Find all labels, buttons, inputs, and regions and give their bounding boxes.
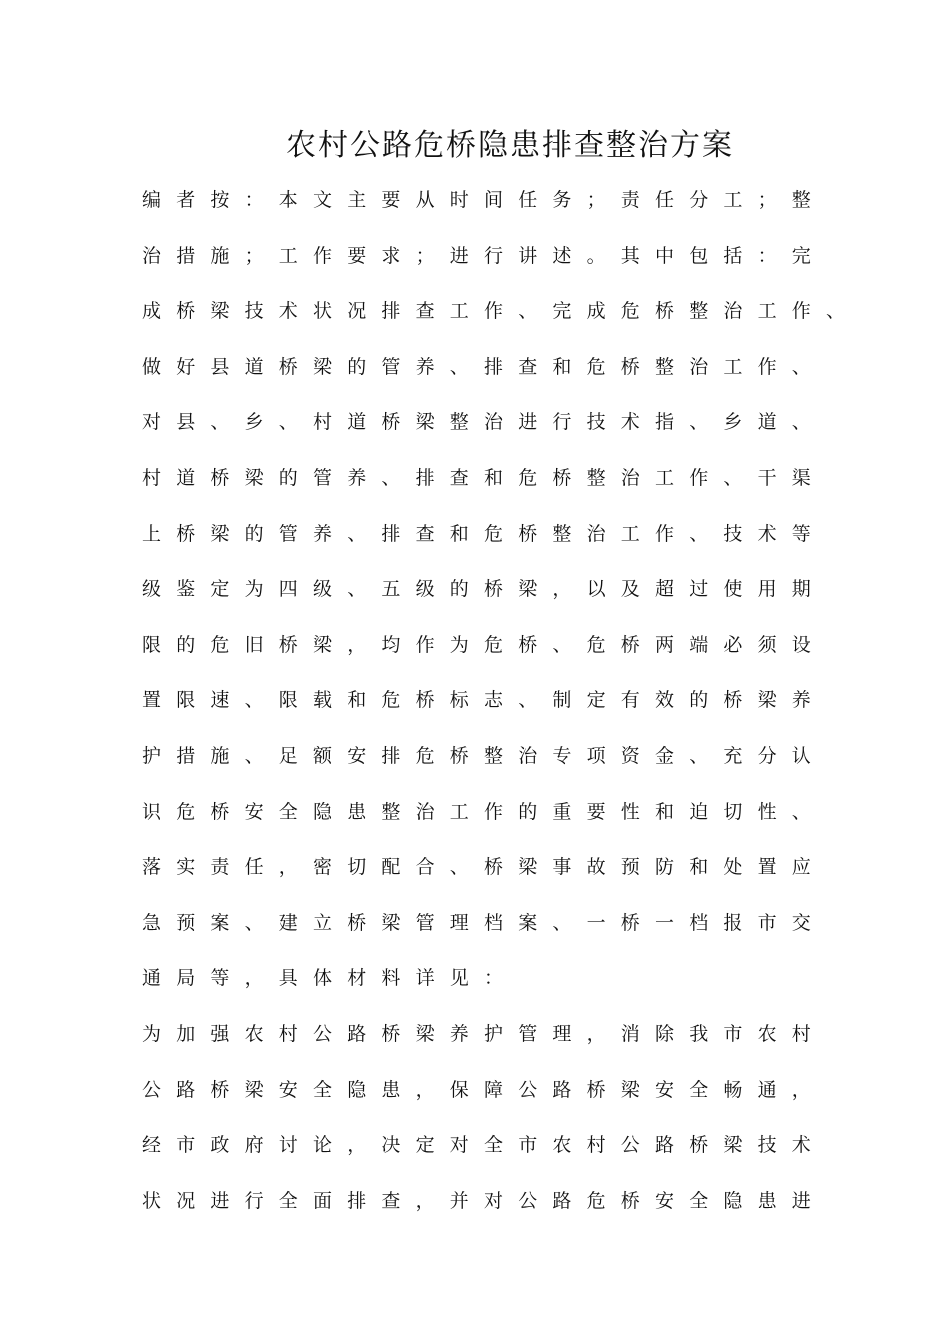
text-line: 落实责任，密切配合、桥梁事故预防和处置应 bbox=[142, 856, 827, 879]
text-line: 公路桥梁安全隐患，保障公路桥梁安全畅通， bbox=[142, 1078, 827, 1101]
text-line: 对县、乡、村道桥梁整治进行技术指、乡道、 bbox=[142, 411, 827, 434]
text-line: 做好县道桥梁的管养、排查和危桥整治工作、 bbox=[142, 355, 827, 378]
text-line: 经市政府讨论，决定对全市农村公路桥梁技术 bbox=[142, 1134, 827, 1157]
text-line: 状况进行全面排查，并对公路危桥安全隐患进 bbox=[142, 1189, 827, 1212]
document-title: 农村公路危桥隐患排查整治方案 bbox=[286, 128, 734, 163]
text-line: 护措施、足额安排危桥整治专项资金、充分认 bbox=[142, 744, 827, 767]
text-line: 置限速、限载和危桥标志、制定有效的桥梁养 bbox=[142, 689, 827, 712]
text-line: 级鉴定为四级、五级的桥梁，以及超过使用期 bbox=[142, 578, 827, 601]
text-line: 上桥梁的管养、排查和危桥整治工作、技术等 bbox=[142, 522, 827, 545]
text-line: 成桥梁技术状况排查工作、完成危桥整治工作、 bbox=[142, 300, 861, 323]
text-line: 通局等，具体材料详见： bbox=[142, 967, 519, 990]
text-line: 限的危旧桥梁，均作为危桥、危桥两端必须设 bbox=[142, 633, 827, 656]
text-line: 急预案、建立桥梁管理档案、一桥一档报市交 bbox=[142, 911, 827, 934]
document-body bbox=[142, 178, 861, 1234]
text-line: 村道桥梁的管养、排查和危桥整治工作、干渠 bbox=[142, 466, 827, 489]
text-line: 治措施；工作要求；进行讲述。其中包括：完 bbox=[142, 244, 827, 267]
text-line: 编者按：本文主要从时间任务；责任分工；整 bbox=[142, 189, 827, 211]
text-line: 识危桥安全隐患整治工作的重要性和迫切性、 bbox=[142, 800, 827, 823]
text-line: 为加强农村公路桥梁养护管理，消除我市农村 bbox=[142, 1022, 827, 1045]
